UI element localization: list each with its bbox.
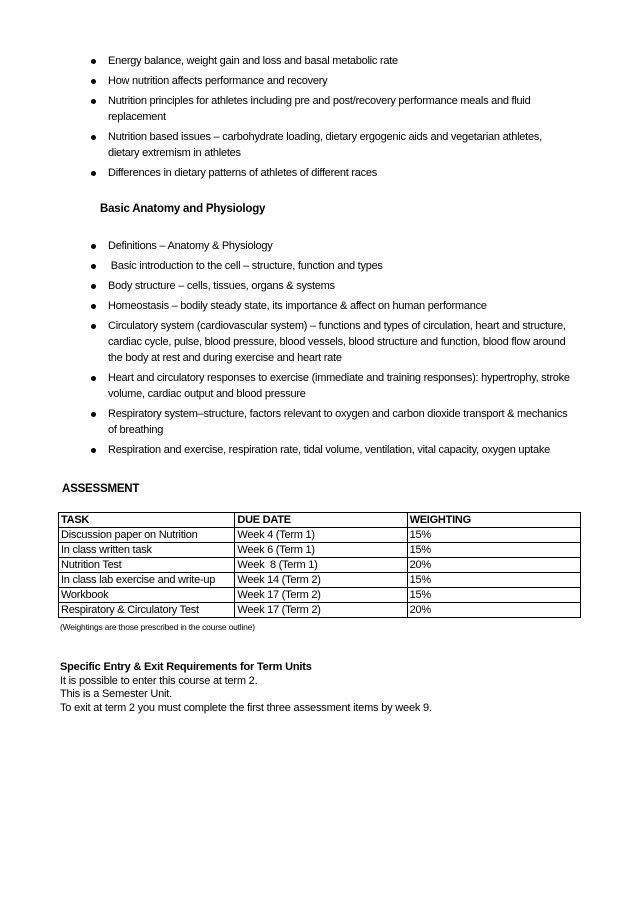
due-date-cell: Week 14 (Term 2) xyxy=(235,573,407,588)
column-header-due-date: DUE DATE xyxy=(235,513,407,528)
list-item xyxy=(90,129,578,161)
table-row xyxy=(59,528,581,543)
list-item xyxy=(90,238,578,254)
bullet-icon xyxy=(91,284,96,289)
weighting-cell: 15% xyxy=(407,528,580,543)
table-header-row xyxy=(59,513,581,528)
table-row xyxy=(59,543,581,558)
requirements-title: Specific Entry & Exit Requirements for Term Units xyxy=(60,661,312,673)
bullet-icon xyxy=(91,412,96,417)
list-item xyxy=(90,258,578,274)
list-item-text: replacement xyxy=(108,111,166,123)
list-item xyxy=(90,370,578,402)
list-item-text: Respiratory system–structure, factors relevant to oxygen and carbon dioxide transport & mechanics xyxy=(108,408,568,420)
list-item xyxy=(90,73,578,89)
list-item xyxy=(90,93,578,125)
list-item xyxy=(90,318,578,366)
weighting-note: (Weightings are those prescribed in the course outline) xyxy=(60,622,255,632)
bullet-icon xyxy=(91,264,96,269)
bullet-icon xyxy=(91,135,96,140)
section-heading-anatomy: Basic Anatomy and Physiology xyxy=(100,203,266,215)
list-item-text: Definitions – Anatomy & Physiology xyxy=(108,240,273,252)
due-date-cell: Week 17 (Term 2) xyxy=(235,603,407,618)
list-item-text: Differences in dietary patterns of athletes of different races xyxy=(108,167,378,179)
list-item xyxy=(90,298,578,314)
task-cell: Discussion paper on Nutrition xyxy=(59,528,235,543)
weighting-cell: 15% xyxy=(407,588,580,603)
list-item-text: Basic introduction to the cell – structure, function and types xyxy=(108,260,383,272)
entry-exit-requirements xyxy=(60,661,432,715)
weighting-cell: 15% xyxy=(407,543,580,558)
list-item-text: Heart and circulatory responses to exercise (immediate and training responses): hypertrophy, stroke xyxy=(108,372,570,384)
list-item-text: Body structure – cells, tissues, organs & systems xyxy=(108,280,335,292)
nutrition-topic-list xyxy=(90,53,578,185)
list-item-text: dietary extremism in athletes xyxy=(108,147,241,159)
list-item-text: of breathing xyxy=(108,424,164,436)
list-item-text: How nutrition affects performance and recovery xyxy=(108,75,328,87)
task-cell: In class written task xyxy=(59,543,235,558)
bullet-icon xyxy=(91,59,96,64)
anatomy-topic-list xyxy=(90,238,578,462)
list-item-text: the body at rest and during exercise and heart rate xyxy=(108,352,342,364)
weighting-cell: 20% xyxy=(407,603,580,618)
list-item-text: Respiration and exercise, respiration rate, tidal volume, ventilation, vital capacity, oxygen uptake xyxy=(108,444,550,456)
list-item-text: Nutrition based issues – carbohydrate loading, dietary ergogenic aids and vegetarian athletes, xyxy=(108,131,542,143)
list-item-text: Homeostasis – bodily steady state, its importance & affect on human performance xyxy=(108,300,487,312)
requirements-line: This is a Semester Unit. xyxy=(60,688,172,700)
table-row xyxy=(59,603,581,618)
due-date-cell: Week 6 (Term 1) xyxy=(235,543,407,558)
weighting-cell: 15% xyxy=(407,573,580,588)
bullet-icon xyxy=(91,244,96,249)
list-item xyxy=(90,406,578,438)
requirements-line: It is possible to enter this course at term 2. xyxy=(60,674,258,687)
list-item xyxy=(90,165,578,181)
column-header-weighting: WEIGHTING xyxy=(407,513,580,528)
list-item-text: cardiac cycle, pulse, blood pressure, blood vessels, blood structure and function, blood flow around xyxy=(108,336,566,348)
due-date-cell: Week 4 (Term 1) xyxy=(235,528,407,543)
bullet-icon xyxy=(91,376,96,381)
column-header-task: TASK xyxy=(59,513,235,528)
table-row xyxy=(59,573,581,588)
bullet-icon xyxy=(91,304,96,309)
bullet-icon xyxy=(91,324,96,329)
list-item xyxy=(90,53,578,69)
bullet-icon xyxy=(91,448,96,453)
list-item xyxy=(90,442,578,458)
table-row xyxy=(59,558,581,573)
list-item-text: Circulatory system (cardiovascular system) – functions and types of circulation, heart and structure, xyxy=(108,320,566,332)
list-item xyxy=(90,278,578,294)
list-item-text: volume, cardiac output and blood pressure xyxy=(108,388,306,400)
task-cell: In class lab exercise and write-up xyxy=(59,573,235,588)
section-heading-assessment: ASSESSMENT xyxy=(62,483,140,495)
task-cell: Workbook xyxy=(59,588,235,603)
list-item-text: Energy balance, weight gain and loss and basal metabolic rate xyxy=(108,55,398,67)
requirements-line: To exit at term 2 you must complete the first three assessment items by week 9. xyxy=(60,701,432,714)
due-date-cell: Week 8 (Term 1) xyxy=(235,558,407,573)
list-item-text: Nutrition principles for athletes including pre and post/recovery performance meals and fluid xyxy=(108,95,531,107)
task-cell: Nutrition Test xyxy=(59,558,235,573)
bullet-icon xyxy=(91,79,96,84)
table-row xyxy=(59,588,581,603)
bullet-icon xyxy=(91,171,96,176)
bullet-icon xyxy=(91,99,96,104)
weighting-cell: 20% xyxy=(407,558,580,573)
due-date-cell: Week 17 (Term 2) xyxy=(235,588,407,603)
assessment-table xyxy=(58,512,581,618)
task-cell: Respiratory & Circulatory Test xyxy=(59,603,235,618)
